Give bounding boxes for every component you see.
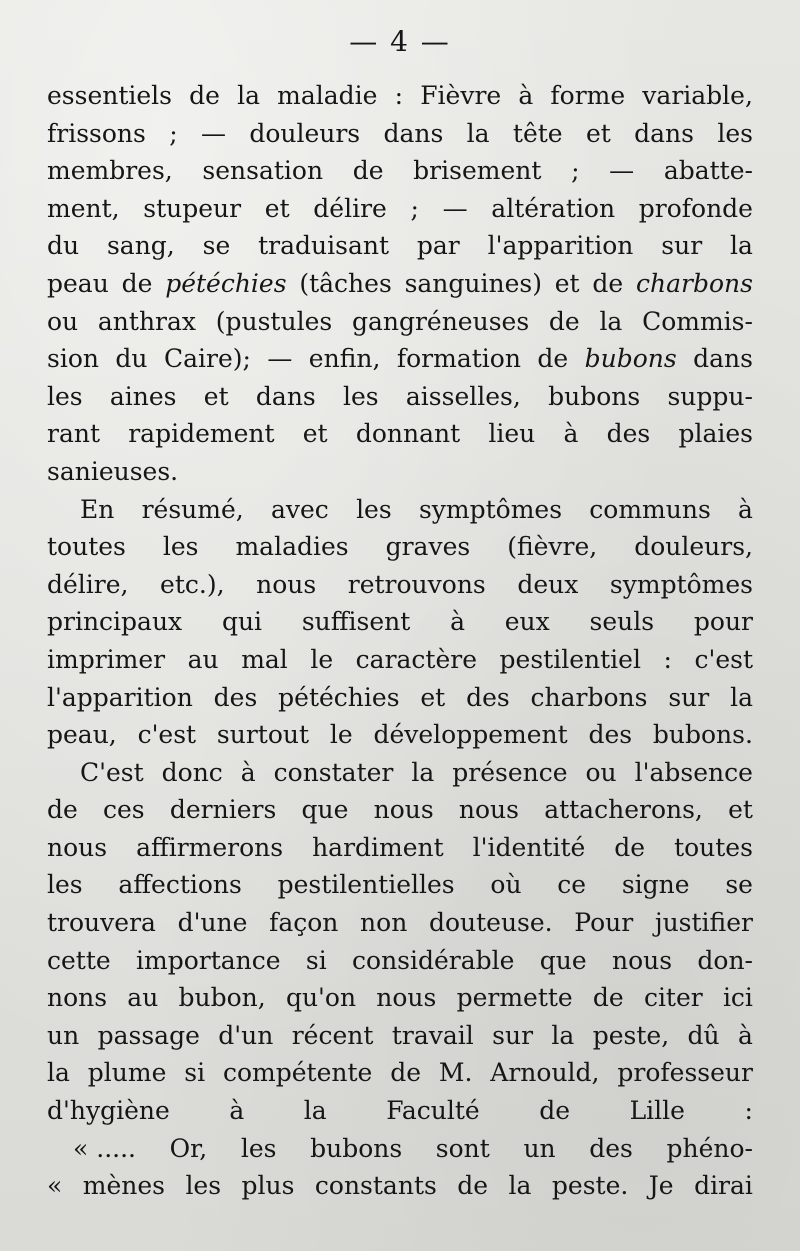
- word: ces: [103, 795, 145, 825]
- word: dans: [383, 118, 444, 148]
- word: maladies: [235, 532, 349, 562]
- word: la: [237, 81, 261, 110]
- body-text: [47, 77, 753, 1205]
- word: altération: [491, 193, 616, 223]
- text-line: [47, 829, 753, 867]
- word: sanguines): [404, 268, 542, 298]
- word: que: [539, 945, 587, 975]
- word: maladie: [277, 81, 378, 110]
- word: charbons: [530, 682, 648, 712]
- word: ici: [722, 983, 753, 1013]
- word: le: [310, 644, 334, 674]
- text-line: [47, 303, 753, 341]
- text-line: [47, 415, 753, 453]
- word: C'est: [80, 757, 144, 787]
- word: des: [466, 682, 510, 712]
- word: au: [127, 983, 159, 1013]
- text-line: [47, 265, 753, 303]
- text-line: [47, 679, 753, 717]
- word: dans: [255, 381, 316, 411]
- word: constater: [273, 757, 394, 787]
- word: passage: [97, 1020, 200, 1050]
- word: compétente: [222, 1058, 373, 1088]
- word: la: [551, 1020, 575, 1050]
- word: les: [356, 494, 392, 524]
- word: à: [450, 607, 465, 637]
- word: développement: [373, 720, 568, 750]
- word: ;: [169, 118, 178, 148]
- word: graves: [385, 532, 471, 562]
- word: M.: [438, 1058, 473, 1088]
- word: les: [47, 870, 83, 900]
- word: les: [162, 532, 199, 562]
- word: la: [730, 682, 753, 712]
- word: l'apparition: [47, 682, 193, 712]
- word: derniers: [169, 795, 277, 825]
- word: citer: [643, 983, 703, 1013]
- word: à: [229, 1096, 245, 1126]
- word: Caire);: [163, 344, 251, 374]
- word: bubons: [548, 381, 641, 411]
- word: qu'on: [285, 983, 357, 1013]
- text-line: [47, 77, 753, 115]
- word: Arnould,: [490, 1058, 600, 1088]
- word: nous: [458, 795, 519, 825]
- word: etc.),: [160, 569, 225, 599]
- word: plus: [241, 1171, 295, 1201]
- word: c'est: [137, 720, 197, 750]
- word: et: [203, 381, 229, 411]
- word: bubon,: [178, 983, 266, 1013]
- word: de: [390, 1058, 421, 1088]
- word: professeur: [617, 1058, 753, 1088]
- word: plaies: [678, 419, 753, 449]
- word: suffisent: [301, 607, 411, 637]
- word: du: [47, 231, 80, 261]
- word: sanieuses.: [47, 456, 179, 486]
- text-line: [47, 716, 753, 754]
- word: nous: [611, 945, 673, 975]
- text-line: [47, 190, 753, 228]
- word: de: [592, 983, 624, 1013]
- text-line: [47, 1054, 753, 1092]
- text-line: [47, 754, 753, 792]
- word: enfin,: [308, 344, 381, 374]
- word: attacherons,: [544, 795, 703, 825]
- word: eux: [504, 607, 550, 637]
- word: :: [663, 644, 672, 674]
- word: bubons: [310, 1133, 403, 1163]
- word: cette: [47, 945, 111, 975]
- word: symptômes: [418, 494, 563, 524]
- word: pétéchies: [278, 682, 400, 712]
- word: pestilentielles: [277, 870, 455, 900]
- word: (pustules: [215, 306, 333, 336]
- text-line: [47, 340, 753, 378]
- word: récent: [291, 1020, 374, 1050]
- word: variable,: [642, 81, 753, 110]
- word: d'une: [177, 908, 248, 938]
- word: :: [394, 81, 404, 110]
- word: dans: [693, 344, 753, 374]
- word: essentiels: [47, 81, 173, 110]
- word: délire,: [47, 569, 129, 599]
- word: nous: [373, 795, 434, 825]
- word: et: [420, 682, 446, 712]
- word: imprimer: [47, 644, 166, 674]
- text-line: [47, 904, 753, 942]
- text-line: [47, 791, 753, 829]
- word: trouvera: [47, 908, 156, 938]
- word: à: [518, 81, 534, 110]
- word: considérable: [352, 945, 515, 975]
- word: et: [264, 193, 290, 223]
- word: au: [187, 644, 219, 674]
- word: ou: [47, 306, 79, 336]
- word: les: [343, 381, 379, 411]
- word: surtout: [216, 720, 310, 750]
- word: aisselles,: [405, 381, 521, 411]
- word: Je: [648, 1171, 674, 1201]
- word: l'absence: [634, 757, 753, 787]
- word: un: [47, 1020, 80, 1050]
- word: Lille: [629, 1096, 685, 1126]
- word: deux: [517, 569, 579, 599]
- word: qui: [221, 607, 263, 637]
- word: tête: [512, 118, 563, 148]
- word: traduisant: [258, 231, 389, 261]
- word: la: [47, 1058, 70, 1088]
- word: toutes: [674, 832, 753, 862]
- word: façon: [269, 908, 339, 938]
- word: ce: [557, 870, 587, 900]
- word: du: [115, 344, 148, 374]
- word: de: [539, 1096, 571, 1126]
- word: ;: [571, 156, 580, 186]
- word: ;: [410, 193, 419, 223]
- word: retrouvons: [347, 569, 486, 599]
- word: des: [588, 720, 633, 750]
- word: abatte-: [663, 156, 753, 186]
- text-line: [47, 566, 753, 604]
- text-line: [47, 1167, 753, 1205]
- word: de: [189, 81, 220, 110]
- word: (fièvre,: [507, 532, 598, 562]
- word: de: [537, 344, 569, 374]
- word: —: [442, 193, 468, 223]
- word: affirmerons: [136, 832, 284, 862]
- text-line: [47, 1130, 753, 1168]
- word: permette: [456, 983, 573, 1013]
- word: sur: [668, 682, 710, 712]
- word: (tâches: [299, 268, 392, 298]
- text-line: [47, 115, 753, 153]
- word: de: [352, 156, 384, 186]
- word: d'hygiène: [47, 1096, 170, 1126]
- word: pestilentiel: [499, 644, 641, 674]
- text-line: [47, 866, 753, 904]
- word: se: [725, 870, 753, 900]
- word: signe: [621, 870, 690, 900]
- text-line: [47, 1017, 753, 1055]
- word: —: [267, 344, 293, 374]
- word: des: [606, 419, 651, 449]
- text-line: [47, 942, 753, 980]
- word: résumé,: [141, 494, 244, 524]
- word: forme: [550, 81, 626, 110]
- word: hardiment: [312, 832, 444, 862]
- word: et: [302, 419, 328, 449]
- word: anthrax: [97, 306, 196, 336]
- word: «: [47, 1171, 63, 1201]
- text-line: [47, 227, 753, 265]
- word: Or,: [169, 1133, 208, 1163]
- text-line: [47, 152, 753, 190]
- word: la: [508, 1171, 532, 1201]
- word: douteuse.: [428, 908, 553, 938]
- word: sion: [47, 344, 99, 374]
- word: symptômes: [609, 569, 753, 599]
- word: si: [184, 1058, 206, 1088]
- word: les: [185, 1171, 222, 1201]
- text-line: [47, 378, 753, 416]
- word: donnant: [355, 419, 461, 449]
- word: douleurs,: [634, 532, 753, 562]
- word: :: [744, 1096, 753, 1126]
- word: l'apparition: [487, 231, 634, 261]
- word: seuls: [589, 607, 655, 637]
- word: aines: [109, 381, 177, 411]
- word: Pour: [574, 908, 634, 938]
- word: si: [305, 945, 327, 975]
- word: non: [360, 908, 408, 938]
- word: phéno-: [666, 1133, 753, 1163]
- word: par: [416, 231, 460, 261]
- word: travail: [391, 1020, 474, 1050]
- word: délire: [313, 193, 387, 223]
- text-line: [47, 641, 753, 679]
- word: des: [213, 682, 258, 712]
- word: et: [585, 118, 611, 148]
- word: la: [411, 757, 435, 787]
- word: bubons: [584, 344, 677, 374]
- word: rapidement: [128, 419, 275, 449]
- word: et: [554, 268, 580, 298]
- word: à: [738, 1020, 753, 1050]
- word: principaux: [47, 607, 183, 637]
- word: un: [523, 1133, 556, 1163]
- word: affections: [118, 870, 242, 900]
- word: ou: [585, 757, 617, 787]
- word: don-: [697, 945, 753, 975]
- word: que: [301, 795, 349, 825]
- word: peste,: [592, 1020, 670, 1050]
- word: douleurs: [249, 118, 361, 148]
- word: peau,: [47, 720, 117, 750]
- word: membres,: [47, 156, 173, 186]
- word: profonde: [638, 193, 753, 223]
- word: de: [614, 832, 646, 862]
- word: sang,: [106, 231, 175, 261]
- word: avec: [270, 494, 329, 524]
- text-line: [47, 453, 753, 491]
- word: gangréneuses: [351, 306, 530, 336]
- word: le: [329, 720, 353, 750]
- word: sur: [661, 231, 703, 261]
- word: les: [47, 381, 83, 411]
- word: de: [121, 268, 153, 298]
- word: Commis-: [642, 306, 753, 336]
- word: dans: [634, 118, 694, 148]
- word: sensation: [202, 156, 324, 186]
- word: lieu: [488, 419, 536, 449]
- word: sont: [435, 1133, 490, 1163]
- word: la: [599, 306, 623, 336]
- word: —: [609, 156, 635, 186]
- word: la: [466, 118, 490, 148]
- word: les: [240, 1133, 277, 1163]
- word: se: [202, 231, 231, 261]
- word: et: [728, 795, 753, 825]
- word: la: [730, 231, 753, 261]
- word: dû: [687, 1020, 720, 1050]
- word: mènes: [82, 1171, 165, 1201]
- word: nons: [47, 983, 108, 1013]
- word: mal: [241, 644, 288, 674]
- word: à: [738, 494, 753, 524]
- word: bubons.: [652, 720, 753, 750]
- word: de: [592, 268, 624, 298]
- word: constants: [314, 1171, 437, 1201]
- word: sur: [492, 1020, 534, 1050]
- word: la: [303, 1096, 327, 1126]
- word: peau: [47, 268, 109, 298]
- word: pétéchies: [165, 268, 287, 298]
- word: nous: [256, 569, 317, 599]
- word: En: [80, 494, 115, 524]
- word: ment,: [47, 193, 120, 223]
- text-line: [47, 979, 753, 1017]
- word: donc: [161, 757, 223, 787]
- word: c'est: [694, 644, 753, 674]
- word: à: [240, 757, 256, 787]
- word: brisement: [413, 156, 542, 186]
- word: « .....: [73, 1133, 136, 1163]
- word: plume: [87, 1058, 167, 1088]
- word: de: [47, 795, 78, 825]
- word: des: [589, 1133, 633, 1163]
- word: où: [490, 870, 522, 900]
- word: formation: [396, 344, 521, 374]
- word: à: [563, 419, 579, 449]
- word: charbons: [635, 268, 753, 298]
- word: l'identité: [472, 832, 586, 862]
- word: nous: [376, 983, 437, 1013]
- text-line: [47, 1092, 753, 1130]
- word: frissons: [47, 118, 146, 148]
- word: suppu-: [667, 381, 753, 411]
- page-number: — 4 —: [349, 25, 451, 58]
- text-line: [47, 603, 753, 641]
- word: communs: [589, 494, 711, 524]
- text-line: [47, 491, 753, 529]
- word: nous: [47, 832, 108, 862]
- word: de: [457, 1171, 489, 1201]
- word: rant: [47, 419, 101, 449]
- word: présence: [452, 757, 568, 787]
- word: Faculté: [386, 1096, 480, 1126]
- word: justifier: [654, 908, 753, 938]
- word: stupeur: [143, 193, 242, 223]
- word: pour: [693, 607, 753, 637]
- word: dirai: [694, 1171, 753, 1201]
- word: les: [717, 118, 753, 148]
- word: d'un: [218, 1020, 274, 1050]
- word: —: [200, 118, 226, 148]
- word: importance: [136, 945, 281, 975]
- word: Fièvre: [420, 81, 502, 110]
- word: caractère: [355, 644, 478, 674]
- word: de: [548, 306, 580, 336]
- word: toutes: [47, 532, 126, 562]
- text-line: [47, 528, 753, 566]
- word: peste.: [551, 1171, 629, 1201]
